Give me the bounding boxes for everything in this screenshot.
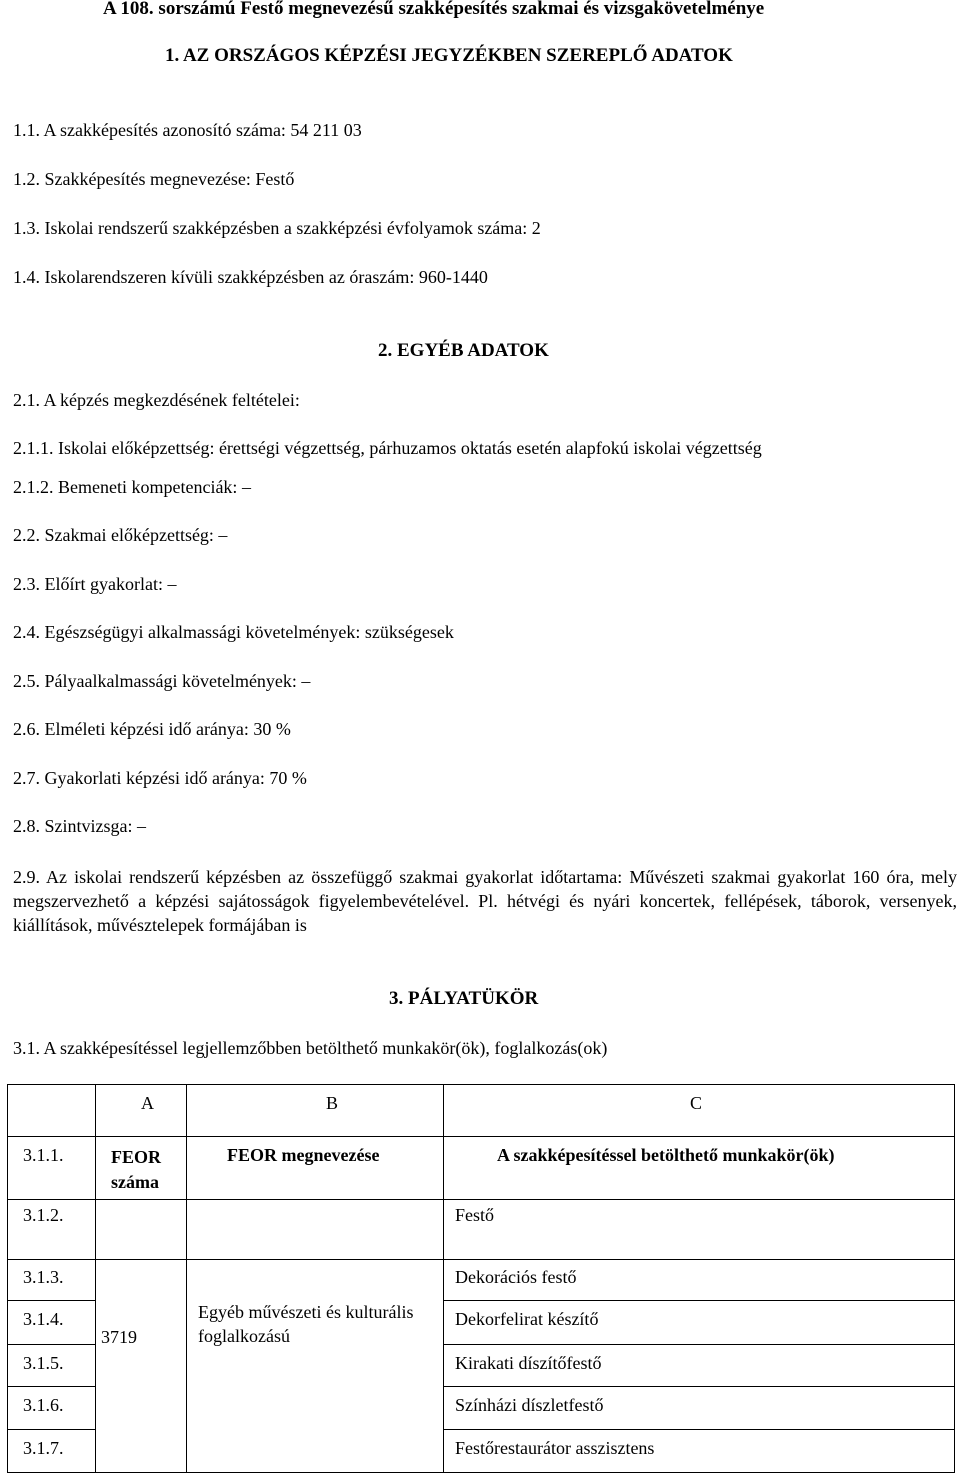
- section-3-heading: 3. PÁLYATÜKÖR: [389, 988, 539, 1009]
- table-cell: [187, 1137, 444, 1200]
- header-feor-name: FEOR megnevezése: [227, 1145, 380, 1165]
- item-1-2: 1.2. Szakképesítés megnevezése: Festő: [13, 169, 295, 189]
- document-title: A 108. sorszámú Festő megnevezésű szakképesítés szakmai és vizsgakövetelménye: [103, 0, 765, 19]
- row-number: 3.1.4.: [23, 1309, 64, 1329]
- item-2-7: 2.7. Gyakorlati képzési idő aránya: 70 %: [13, 768, 307, 788]
- column-letter-b: B: [326, 1093, 339, 1113]
- group-feor-code: 3719: [101, 1327, 137, 1347]
- item-2-9: 2.9. Az iskolai rendszerű képzésben az összefüggő szakmai gyakorlat időtartama: Művészeti szakmai gyakorlat 160 óra, mely megszervezhető a képzési sajátosságok figyelembevételével. Pl. hétvégi és nyári koncertek, fellépések, táborok, versenyek, kiállítások, művésztelepek formájában is: [13, 867, 957, 935]
- table-cell: [96, 1085, 187, 1137]
- table-cell: [8, 1387, 96, 1430]
- table-cell: [444, 1260, 955, 1301]
- column-letter-a: A: [141, 1093, 154, 1113]
- item-1-4: 1.4. Iskolarendszeren kívüli szakképzésben az óraszám: 960-1440: [13, 267, 488, 287]
- table-cell: [187, 1260, 444, 1473]
- item-2-2: 2.2. Szakmai előképzettség: –: [13, 525, 228, 545]
- table-cell: [187, 1200, 444, 1260]
- occupation-table: [7, 1084, 955, 1473]
- section-1-heading: 1. AZ ORSZÁGOS KÉPZÉSI JEGYZÉKBEN SZEREPLŐ ADATOK: [165, 45, 733, 66]
- item-2-1-1: 2.1.1. Iskolai előképzettség: érettségi végzettség, párhuzamos oktatás esetén alapfokú iskolai végzettség: [13, 438, 762, 458]
- item-2-3: 2.3. Előírt gyakorlat: –: [13, 574, 177, 594]
- job-title: Festő: [455, 1205, 495, 1225]
- item-2-4: 2.4. Egészségügyi alkalmassági követelmények: szükségesek: [13, 622, 454, 642]
- row-number: 3.1.5.: [23, 1353, 64, 1373]
- item-2-6: 2.6. Elméleti képzési idő aránya: 30 %: [13, 719, 291, 739]
- table-cell: [8, 1260, 96, 1301]
- table-row: [8, 1260, 955, 1301]
- table-cell: [444, 1301, 955, 1345]
- item-2-1: 2.1. A képzés megkezdésének feltételei:: [13, 390, 300, 410]
- job-title: Kirakati díszítőfestő: [455, 1353, 602, 1373]
- item-2-8: 2.8. Szintvizsga: –: [13, 816, 146, 836]
- table-cell: [444, 1430, 955, 1473]
- table-cell: [8, 1085, 96, 1137]
- table-cell: [444, 1345, 955, 1387]
- table-cell: [8, 1200, 96, 1260]
- table-cell: [8, 1345, 96, 1387]
- column-letter-c: C: [690, 1093, 703, 1113]
- job-title: Dekorfelirat készítő: [455, 1309, 599, 1329]
- item-2-5: 2.5. Pályaalkalmassági követelmények: –: [13, 671, 311, 691]
- table-row: [8, 1085, 955, 1137]
- item-1-3: 1.3. Iskolai rendszerű szakképzésben a szakképzési évfolyamok száma: 2: [13, 218, 541, 238]
- table-cell: [8, 1137, 96, 1200]
- table-cell: [8, 1301, 96, 1345]
- item-3-1: 3.1. A szakképesítéssel legjellemzőbben betölthető munkakör(ök), foglalkozás(ok): [13, 1038, 608, 1058]
- table-cell: [444, 1387, 955, 1430]
- table-cell: [444, 1137, 955, 1200]
- row-number: 3.1.6.: [23, 1395, 64, 1415]
- item-1-1: 1.1. A szakképesítés azonosító száma: 54 211 03: [13, 120, 362, 140]
- row-number: 3.1.2.: [23, 1205, 64, 1225]
- row-number: 3.1.7.: [23, 1438, 64, 1458]
- table-cell: [444, 1200, 955, 1260]
- job-title: Színházi díszletfestő: [455, 1395, 604, 1415]
- row-number: 3.1.3.: [23, 1267, 64, 1287]
- job-title: Festőrestaurátor asszisztens: [455, 1438, 655, 1458]
- item-2-1-2: 2.1.2. Bemeneti kompetenciák: –: [13, 477, 251, 497]
- table-row: [8, 1137, 955, 1200]
- table-row: [8, 1200, 955, 1260]
- header-feor-code: FEOR száma: [111, 1147, 162, 1192]
- table-cell: [8, 1430, 96, 1473]
- section-2-heading: 2. EGYÉB ADATOK: [378, 340, 549, 361]
- job-title: Dekorációs festő: [455, 1267, 577, 1287]
- row-number: 3.1.1.: [23, 1145, 64, 1165]
- header-jobs: A szakképesítéssel betölthető munkakör(ök): [497, 1145, 835, 1165]
- group-feor-name: Egyéb művészeti és kulturális foglalkozású: [198, 1302, 414, 1346]
